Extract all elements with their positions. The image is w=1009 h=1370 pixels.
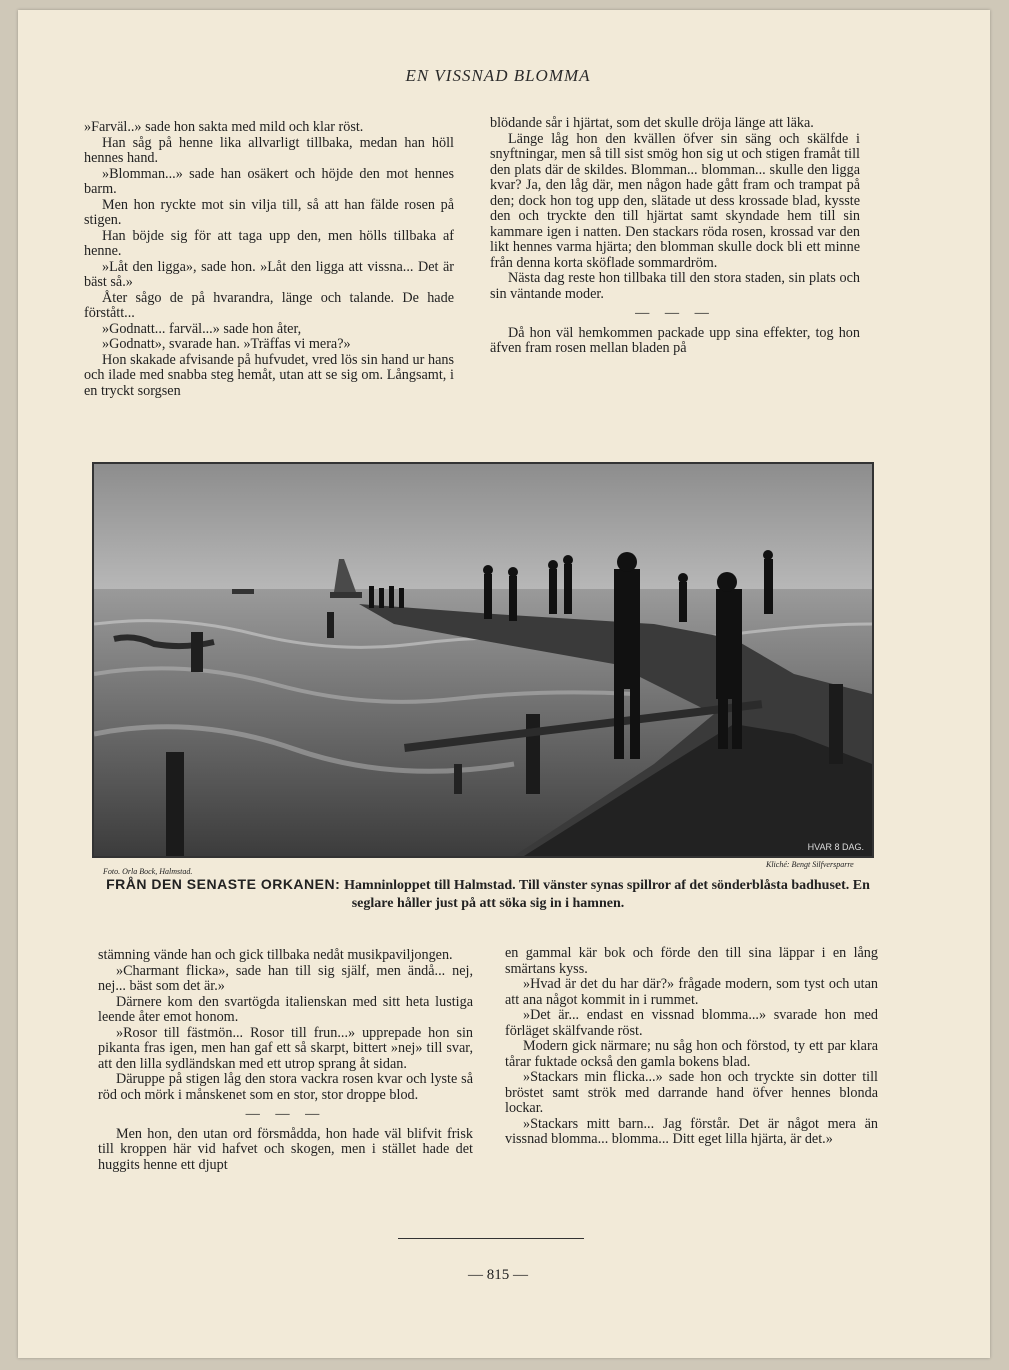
caption-text: Hamninloppet till Halmstad. Till vänster synas spillror af det sönderblåsta badhuset. En seglare håller just på att söka sig in i hamnen. (344, 878, 870, 911)
engraving-credit: Kliché: Bengt Silfversparre (766, 860, 854, 869)
paragraph: Länge låg hon den kvällen öfver sin säng och skälfde i snyftningar, men så till sist smög hon sig ut och stigen framåt till den plats där de skildes. Blomman... blomman... skulle den ligga kvar? Ja, den låg där, men någon hade gått fram och trampat på den; dock hon tog upp den, slätade ut dess krossade blad, kysste den och tryckte den till hjärtat samt skyndade hem till sin kammare igen i natten. Den stackars röda rosen, krossad var den likt hennes varma hjärta; den blomman skulle dock bli ett minne från denna korta sköflade sommardröm. (490, 130, 860, 271)
paragraph: Modern gick närmare; nu såg hon och förstod, ty ett par klara tårar fuktade också den gamla bokens blad. (505, 1038, 878, 1070)
page-number: — 815 — (468, 1267, 528, 1283)
column-bottom-left (98, 948, 473, 1173)
paragraph: Han såg på henne lika allvarligt tillbaka, medan han höll hennes hand. (84, 134, 454, 166)
paragraph: stämning vände han och gick tillbaka nedåt musikpaviljongen. (98, 947, 453, 963)
photo-watermark: HVAR 8 DAG. (807, 842, 864, 852)
photo-caption (88, 876, 888, 912)
running-head: EN VISSNAD BLOMMA (405, 66, 591, 85)
column-bottom-right (505, 946, 878, 1148)
paragraph: »Godnatt... farväl...» sade hon åter, (102, 320, 302, 337)
paragraph: »Godnatt», svarade han. »Träffas vi mera?» (102, 336, 351, 352)
paragraph: en gammal kär bok och förde den till sina läppar i en lång smärtans kyss. (505, 945, 878, 977)
paragraph: Då hon väl hemkommen packade upp sina effekter, tog hon äfven fram rosen mellan bladen på (490, 324, 860, 356)
column-top-left (84, 120, 454, 399)
paragraph: »Det är... endast en vissnad blomma...» svarade hon med förläget skälfvande röst. (505, 1007, 878, 1039)
paragraph: Åter sågo de på hvarandra, länge och talande. De hade förstått... (84, 289, 454, 321)
paragraph: Därnere kom den svartögda italienskan med sitt heta lustiga leende åter emot honom. (98, 993, 473, 1025)
paragraph: »Rosor till fästmön... Rosor till frun...» upprepade hon sin pikanta fras igen, men han gaf ett så skarpt, bittert »nej» till svar, att den lilla sydländskan med ett utrop sprang åt sidan. (98, 1024, 473, 1072)
paragraph: Hon skakade afvisande på hufvudet, vred lös sin hand ur hans och ilade med snabba steg hemåt, utan att se sig om. Långsamt, i en tryckt sorgsen (84, 351, 454, 399)
paragraph: »Farväl..» sade hon sakta med mild och klar röst. (84, 119, 364, 135)
paragraph: »Hvad är det du har där?» frågade modern, som tyst och utan att ana något kommit in i rummet. (505, 976, 878, 1008)
column-top-right (490, 116, 860, 357)
photo-credit: Foto. Orla Bock, Halmstad. (103, 867, 193, 876)
harbour-storm-photo (92, 462, 874, 858)
paragraph: »Stackars min flicka...» sade hon och tryckte sin dotter till bröstet samt strök med darrande hand öfver hennes blonda lockar. (505, 1069, 878, 1116)
paragraph: Däruppe på stigen låg den stora vackra rosen kvar och lyste så röd och mörk i månskenet som en stor, stor droppe blod. (98, 1071, 473, 1103)
paragraph: Men hon, den utan ord försmådda, hon hade väl blifvit frisk till kroppen här vid hafvet och skogen, men i stället hade det huggits henne ett djupt (98, 1125, 473, 1173)
caption-lead: FRÅN DEN SENASTE ORKANEN: (106, 876, 341, 892)
paragraph: »Stackars mitt barn... Jag förstår. Det är något mera än vissnad blomma... blomma... Ditt eget lilla hjärta, är det.» (505, 1115, 878, 1147)
paragraph: »Blomman...» sade han osäkert och höjde den mot hennes barm. (84, 165, 454, 197)
magazine-page (18, 10, 990, 1358)
section-divider: — — — (245, 1106, 326, 1122)
section-divider: — — — (635, 305, 715, 321)
end-rule (398, 1238, 584, 1239)
harbour-storm-illustration (94, 464, 872, 856)
paragraph: »Låt den ligga», sade hon. »Låt den ligga att vissna... Det är bäst så.» (84, 258, 454, 290)
paragraph: Nästa dag reste hon tillbaka till den stora staden, sin plats och sin väntande moder. (490, 270, 860, 302)
paragraph: Han böjde sig för att taga upp den, men hölls tillbaka af henne. (84, 227, 454, 259)
paragraph: Men hon ryckte mot sin vilja till, så att han fälde rosen på stigen. (84, 196, 454, 228)
paragraph: blödande sår i hjärtat, som det skulle dröja länge att läka. (490, 115, 814, 131)
paragraph: »Charmant flicka», sade han till sig själf, men ändå... nej, nej... bäst som det är.» (98, 962, 473, 994)
